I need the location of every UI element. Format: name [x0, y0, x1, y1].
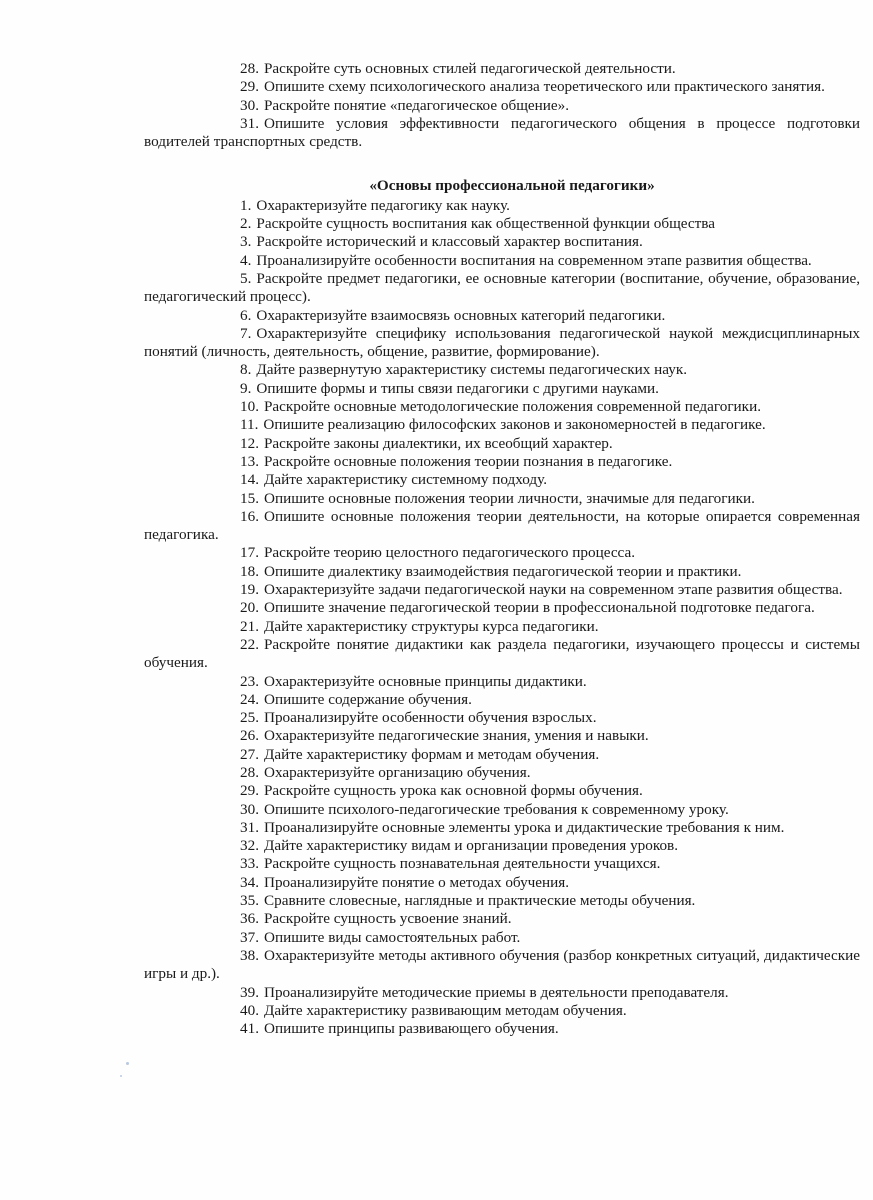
item-text: Раскройте сущность урока как основной формы обучения.: [263, 782, 643, 800]
list-item: [144, 325, 860, 362]
item-number: 30.: [240, 800, 259, 818]
list-item: [144, 197, 860, 215]
item-text: Дайте характеристику развивающим методам обучения.: [263, 1001, 627, 1019]
item-number: 17.: [240, 544, 259, 562]
item-text: Раскройте суть основных стилей педагогической деятельности.: [263, 60, 676, 77]
intro-question-list: [144, 60, 860, 151]
question-list: [144, 197, 860, 1039]
list-item: [144, 435, 860, 453]
item-text: Опишите основные положения теории деятельности, на которые опирается современная педагогика.: [144, 507, 860, 544]
item-text: Опишите значение педагогической теории в профессиональной подготовке педагога.: [263, 599, 815, 617]
list-item: [144, 837, 860, 855]
item-number: 29.: [240, 78, 259, 96]
list-item: [144, 819, 860, 837]
item-text: Опишите условия эффективности педагогического общения в процессе подготовки водителей транспортных средств.: [144, 114, 860, 151]
section-title: «Основы профессиональной педагогики»: [369, 177, 655, 195]
item-number: 2.: [240, 215, 252, 233]
item-number: 19.: [240, 581, 259, 599]
list-item: [144, 60, 860, 78]
item-number: 37.: [240, 928, 259, 946]
item-text: Раскройте сущность познавательная деятельности учащихся.: [263, 855, 661, 873]
item-text: Раскройте основные методологические положения современной педагогики.: [263, 398, 761, 416]
list-item: [144, 307, 860, 325]
item-text: Охарактеризуйте основные принципы дидактики.: [263, 672, 587, 690]
item-text: Охарактеризуйте специфику использования педагогической наукой междисциплинарных понятий (личность, деятельность, общение, развитие, формирование).: [144, 324, 860, 361]
item-number: 4.: [240, 251, 252, 269]
item-text: Проанализируйте основные элементы урока и дидактические требования к ним.: [263, 818, 785, 836]
list-item: [144, 947, 860, 984]
list-item: [144, 599, 860, 617]
item-text: Раскройте понятие «педагогическое общение».: [263, 96, 570, 114]
list-item: [144, 97, 860, 115]
item-number: 35.: [240, 892, 259, 910]
list-item: [144, 115, 860, 152]
item-text: Опишите содержание обучения.: [263, 690, 472, 708]
item-number: 7.: [240, 324, 252, 342]
item-number: 41.: [240, 1020, 259, 1038]
list-item: [144, 874, 860, 892]
item-number: 5.: [240, 269, 252, 287]
item-number: 39.: [240, 983, 259, 1001]
item-number: 10.: [240, 398, 259, 416]
item-text: Проанализируйте понятие о методах обучения.: [263, 873, 570, 891]
item-number: 9.: [240, 379, 252, 397]
item-text: Раскройте сущность воспитания как общественной функции общества: [256, 215, 715, 233]
item-number: 18.: [240, 562, 259, 580]
item-number: 28.: [240, 763, 259, 781]
item-text: Дайте характеристику системному подходу.: [263, 471, 548, 489]
list-item: [144, 636, 860, 673]
item-number: 11.: [240, 416, 259, 434]
list-item: [144, 544, 860, 562]
item-text: Охарактеризуйте организацию обучения.: [263, 763, 531, 781]
item-number: 25.: [240, 709, 259, 727]
list-item: [144, 782, 860, 800]
item-number: 34.: [240, 873, 259, 891]
item-number: 14.: [240, 471, 259, 489]
list-item: [144, 471, 860, 489]
item-number: 3.: [240, 233, 252, 251]
list-item: [144, 746, 860, 764]
item-number: 36.: [240, 910, 259, 928]
list-item: [144, 892, 860, 910]
item-text: Опишите психолого-педагогические требования к современному уроку.: [263, 800, 729, 818]
item-text: Проанализируйте особенности воспитания на современном этапе развития общества.: [256, 251, 812, 269]
list-item: [144, 910, 860, 928]
item-number: 20.: [240, 599, 259, 617]
list-item: [144, 270, 860, 307]
item-number: 23.: [240, 672, 259, 690]
list-item: [144, 727, 860, 745]
item-number: 21.: [240, 617, 259, 635]
item-number: 33.: [240, 855, 259, 873]
item-number: 6.: [240, 306, 252, 324]
item-number: 16.: [240, 507, 259, 525]
item-text: Опишите принципы развивающего обучения.: [263, 1020, 559, 1038]
item-text: Опишите формы и типы связи педагогики с другими науками.: [256, 379, 659, 397]
item-text: Раскройте теорию целостного педагогического процесса.: [263, 544, 636, 562]
item-text: Дайте характеристику формам и методам обучения.: [263, 745, 600, 763]
item-number: 40.: [240, 1001, 259, 1019]
list-item: [144, 929, 860, 947]
list-item: [144, 252, 860, 270]
item-number: 8.: [240, 361, 252, 379]
item-number: 38.: [240, 946, 259, 964]
item-text: Раскройте законы диалектики, их всеобщий характер.: [263, 434, 613, 452]
list-item: [144, 1002, 860, 1020]
item-number: 24.: [240, 690, 259, 708]
item-text: Раскройте предмет педагогики, ее основные категории (воспитание, обучение, образование, педагогический процесс).: [144, 269, 860, 306]
item-text: Опишите схему психологического анализа теоретического или практического занятия.: [263, 78, 825, 96]
item-text: Охарактеризуйте педагогику как науку.: [256, 196, 510, 214]
item-text: Проанализируйте особенности обучения взрослых.: [263, 709, 597, 727]
item-number: 29.: [240, 782, 259, 800]
item-text: Раскройте понятие дидактики как раздела педагогики, изучающего процессы и системы обучения.: [144, 635, 860, 672]
list-item: [144, 673, 860, 691]
item-text: Охарактеризуйте взаимосвязь основных категорий педагогики.: [256, 306, 666, 324]
list-item: [144, 764, 860, 782]
item-number: 12.: [240, 434, 259, 452]
list-item: [144, 855, 860, 873]
scan-speck: [120, 1075, 122, 1077]
item-number: 27.: [240, 745, 259, 763]
list-item: [144, 215, 860, 233]
list-item: [144, 801, 860, 819]
list-item: [144, 508, 860, 545]
list-item: [144, 984, 860, 1002]
item-text: Проанализируйте методические приемы в деятельности преподавателя.: [263, 983, 729, 1001]
item-text: Опишите виды самостоятельных работ.: [263, 928, 521, 946]
item-number: 32.: [240, 837, 259, 855]
item-text: Охарактеризуйте задачи педагогической науки на современном этапе развития общества.: [263, 581, 843, 599]
item-text: Опишите диалектику взаимодействия педагогической теории и практики.: [263, 562, 742, 580]
item-text: Дайте характеристику структуры курса педагогики.: [263, 617, 599, 635]
list-item: [144, 1020, 860, 1038]
list-item: [144, 618, 860, 636]
document-body: [144, 60, 860, 1038]
item-number: 13.: [240, 452, 259, 470]
list-item: [144, 416, 860, 434]
item-number: 31.: [240, 114, 259, 132]
list-item: [144, 361, 860, 379]
list-item: [144, 563, 860, 581]
item-text: Опишите реализацию философских законов и закономерностей в педагогике.: [263, 416, 766, 434]
list-item: [144, 453, 860, 471]
item-text: Сравните словесные, наглядные и практические методы обучения.: [263, 892, 696, 910]
item-number: 31.: [240, 818, 259, 836]
item-text: Дайте характеристику видам и организации проведения уроков.: [263, 837, 679, 855]
item-number: 30.: [240, 96, 259, 114]
list-item: [144, 380, 860, 398]
list-item: [144, 691, 860, 709]
list-item: [144, 581, 860, 599]
item-text: Охарактеризуйте педагогические знания, умения и навыки.: [263, 727, 649, 745]
item-number: 1.: [240, 196, 252, 214]
item-number: 26.: [240, 727, 259, 745]
scan-speck: [126, 1062, 129, 1065]
list-item: [144, 490, 860, 508]
list-item: [144, 709, 860, 727]
list-item: [144, 398, 860, 416]
item-text: Раскройте основные положения теории познания в педагогике.: [263, 452, 673, 470]
list-item: [144, 78, 860, 96]
item-text: Опишите основные положения теории личности, значимые для педагогики.: [263, 489, 755, 507]
item-text: Раскройте исторический и классовый характер воспитания.: [256, 233, 643, 251]
item-number: 28.: [240, 60, 259, 77]
item-text: Раскройте сущность усвоение знаний.: [263, 910, 512, 928]
item-text: Охарактеризуйте методы активного обучения (разбор конкретных ситуаций, дидактические игры и др.).: [144, 946, 860, 983]
item-text: Дайте развернутую характеристику системы педагогических наук.: [256, 361, 688, 379]
item-number: 15.: [240, 489, 259, 507]
list-item: [144, 233, 860, 251]
item-number: 22.: [240, 635, 259, 653]
